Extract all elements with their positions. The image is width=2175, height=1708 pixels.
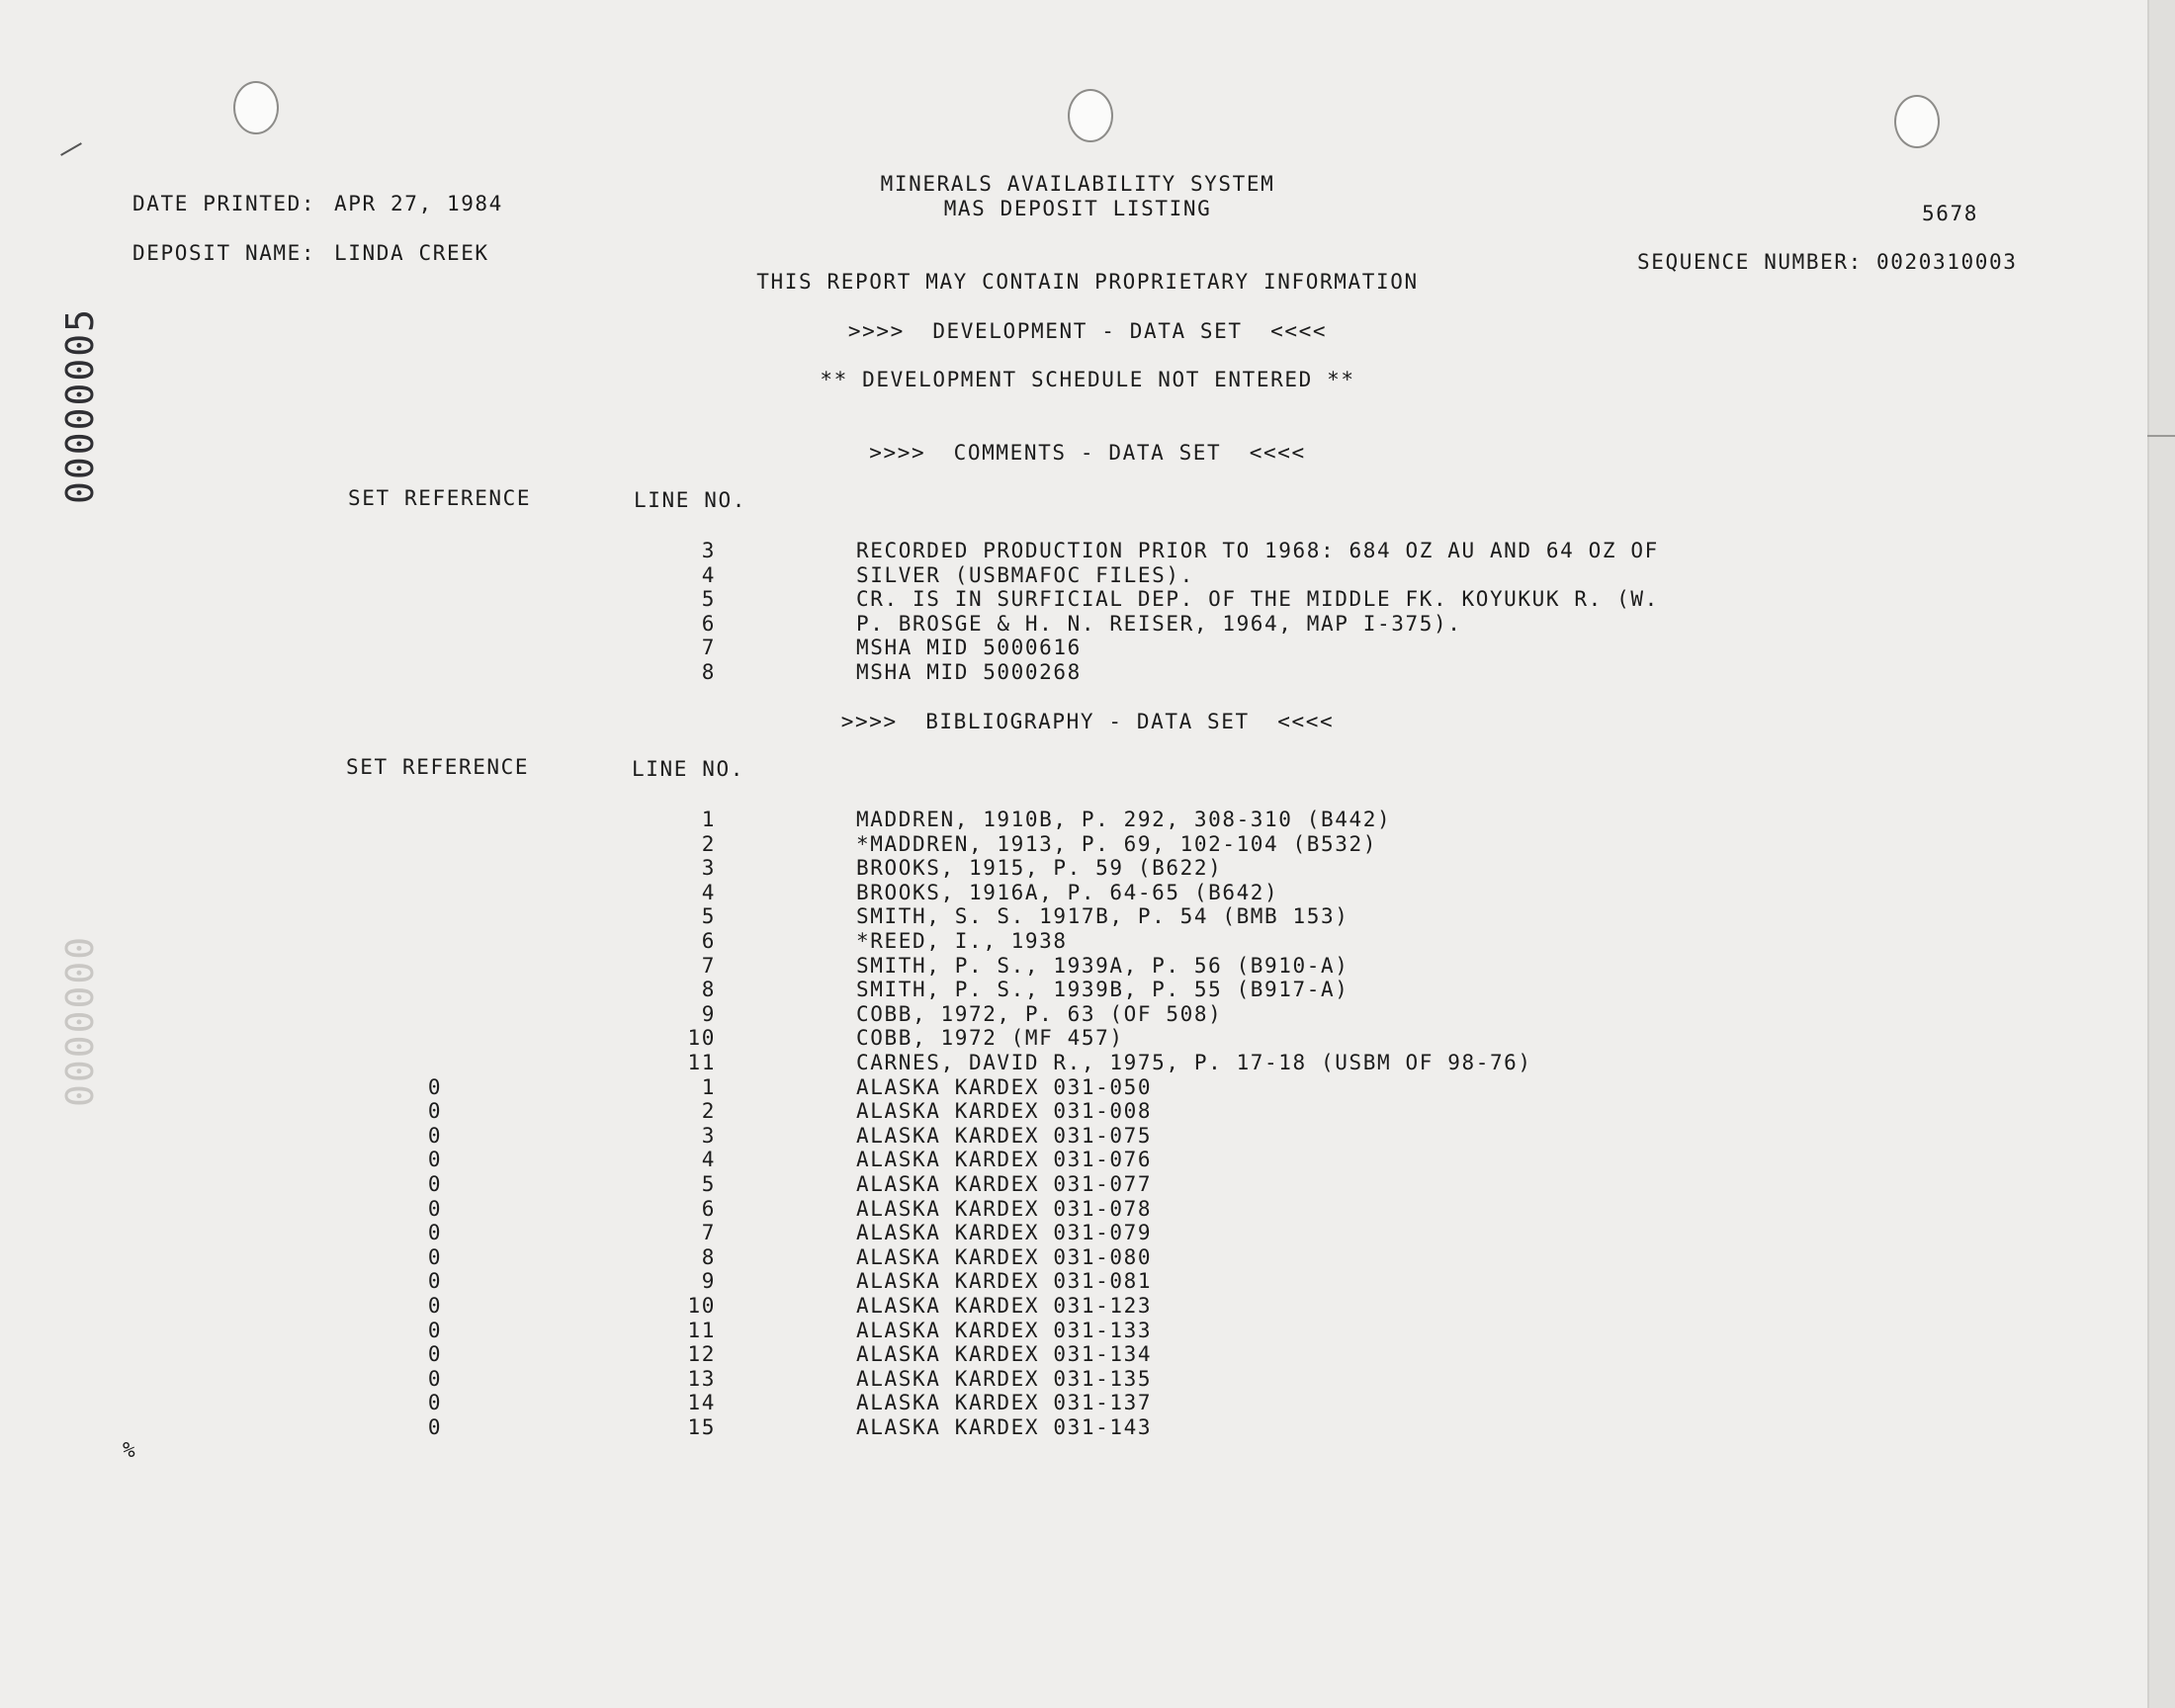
line-number-cell: 4: [701, 880, 716, 904]
entry-text-cell: SILVER (USBMAFOC FILES).: [856, 562, 1194, 587]
line-number-cell: 8: [701, 1244, 716, 1269]
table-row: [0, 636, 2076, 659]
entry-text-cell: ALASKA KARDEX 031-123: [856, 1294, 1153, 1318]
entry-text-cell: ALASKA KARDEX 031-135: [856, 1366, 1153, 1391]
line-number-cell: 1: [701, 1074, 716, 1099]
line-number-cell: 6: [701, 1196, 716, 1221]
table-row: [0, 1148, 2076, 1171]
entry-text-cell: *REED, I., 1938: [856, 929, 1068, 953]
set-reference-cell: 0: [427, 1244, 443, 1269]
set-reference-cell: 0: [427, 1342, 443, 1367]
line-number-cell: 7: [701, 953, 716, 978]
line-number-cell: 9: [701, 1001, 716, 1026]
set-reference-cell: 0: [427, 1172, 443, 1196]
set-reference-cell: 0: [427, 1415, 443, 1439]
entry-text-cell: ALASKA KARDEX 031-078: [856, 1196, 1153, 1221]
entry-text-cell: ALASKA KARDEX 031-050: [856, 1074, 1153, 1099]
table-row: [0, 563, 2076, 587]
comments-col-set-reference: SET REFERENCE: [348, 486, 532, 510]
table-row: [0, 1269, 2076, 1293]
entry-text-cell: ALASKA KARDEX 031-075: [856, 1123, 1153, 1148]
sequence-number-value: 0020310003: [1876, 250, 2018, 274]
set-reference-cell: 0: [427, 1366, 443, 1391]
table-row: [0, 1415, 2076, 1439]
entry-text-cell: BROOKS, 1915, P. 59 (B622): [856, 856, 1223, 881]
set-reference-cell: 0: [427, 1074, 443, 1099]
table-row: [0, 1342, 2076, 1366]
table-row: [0, 1319, 2076, 1342]
entry-text-cell: ALASKA KARDEX 031-080: [856, 1244, 1153, 1269]
table-row: [0, 1367, 2076, 1391]
table-row: [0, 929, 2076, 953]
line-number-cell: 13: [687, 1366, 716, 1391]
page-edge-line: [2147, 435, 2175, 437]
pencil-mark: [60, 142, 82, 156]
line-number-cell: 1: [701, 808, 716, 831]
set-reference-cell: 0: [427, 1099, 443, 1124]
entry-text-cell: BROOKS, 1916A, P. 64-65 (B642): [856, 880, 1279, 904]
set-reference-cell: 0: [427, 1391, 443, 1415]
table-row: [0, 1124, 2076, 1148]
line-number-cell: 8: [701, 660, 716, 684]
line-number-cell: 2: [701, 1099, 716, 1124]
punch-hole-right: [1894, 95, 1940, 148]
entry-text-cell: ALASKA KARDEX 031-076: [856, 1148, 1153, 1172]
set-reference-cell: 0: [427, 1294, 443, 1318]
table-row: [0, 1172, 2076, 1196]
table-row: [0, 612, 2076, 636]
table-row: [0, 1221, 2076, 1244]
table-row: [0, 1391, 2076, 1414]
date-printed-value: APR 27, 1984: [334, 192, 503, 215]
table-row: [0, 1002, 2076, 1026]
table-row: [0, 660, 2076, 684]
system-title: MINERALS AVAILABILITY SYSTEM: [880, 172, 1275, 196]
page-edge: [2147, 0, 2175, 1708]
table-row: [0, 587, 2076, 611]
line-number-cell: 11: [687, 1318, 716, 1342]
entry-text-cell: SMITH, P. S., 1939B, P. 55 (B917-A): [856, 978, 1349, 1002]
table-row: [0, 1075, 2076, 1099]
line-number-cell: 8: [701, 978, 716, 1002]
entry-text-cell: MSHA MID 5000616: [856, 636, 1082, 660]
table-row: [0, 904, 2076, 928]
deposit-name-value: LINDA CREEK: [334, 241, 489, 265]
table-row: [0, 1245, 2076, 1269]
line-number-cell: 4: [701, 562, 716, 587]
page-code: 5678: [1922, 202, 1978, 225]
entry-text-cell: ALASKA KARDEX 031-008: [856, 1099, 1153, 1124]
comments-heading: >>>> COMMENTS - DATA SET <<<<: [869, 441, 1306, 465]
margin-stamp-number: 00000005: [58, 306, 102, 504]
table-row: [0, 881, 2076, 904]
margin-stamp-faded: 0000000: [58, 934, 102, 1107]
line-number-cell: 15: [687, 1415, 716, 1439]
development-note: ** DEVELOPMENT SCHEDULE NOT ENTERED **: [820, 368, 1355, 391]
entry-text-cell: ALASKA KARDEX 031-081: [856, 1269, 1153, 1294]
entry-text-cell: ALASKA KARDEX 031-137: [856, 1391, 1153, 1415]
table-row: [0, 1197, 2076, 1221]
entry-text-cell: SMITH, S. S. 1917B, P. 54 (BMB 153): [856, 904, 1349, 929]
proprietary-notice: THIS REPORT MAY CONTAIN PROPRIETARY INFORMATION: [756, 270, 1419, 294]
entry-text-cell: ALASKA KARDEX 031-079: [856, 1221, 1153, 1245]
bibliography-col-set-reference: SET REFERENCE: [346, 755, 530, 779]
table-row: [0, 1026, 2076, 1050]
date-printed-label: DATE PRINTED:: [132, 192, 316, 215]
table-row: [0, 832, 2076, 856]
entry-text-cell: COBB, 1972, P. 63 (OF 508): [856, 1001, 1223, 1026]
entry-text-cell: CARNES, DAVID R., 1975, P. 17-18 (USBM OF 98-76): [856, 1051, 1532, 1074]
entry-text-cell: P. BROSGE & H. N. REISER, 1964, MAP I-375).: [856, 611, 1462, 636]
entry-text-cell: MADDREN, 1910B, P. 292, 308-310 (B442): [856, 808, 1392, 831]
bibliography-col-line-no: LINE NO.: [632, 757, 744, 781]
bibliography-heading: >>>> BIBLIOGRAPHY - DATA SET <<<<: [840, 710, 1335, 733]
table-row: [0, 1099, 2076, 1123]
line-number-cell: 5: [701, 904, 716, 929]
line-number-cell: 14: [687, 1391, 716, 1415]
entry-text-cell: ALASKA KARDEX 031-143: [856, 1415, 1153, 1439]
set-reference-cell: 0: [427, 1148, 443, 1172]
table-row: [0, 978, 2076, 1001]
entry-text-cell: MSHA MID 5000268: [856, 660, 1082, 684]
line-number-cell: 10: [687, 1026, 716, 1051]
line-number-cell: 7: [701, 1221, 716, 1245]
entry-text-cell: SMITH, P. S., 1939A, P. 56 (B910-A): [856, 953, 1349, 978]
line-number-cell: 6: [701, 611, 716, 636]
set-reference-cell: 0: [427, 1221, 443, 1245]
footer-mark: %: [123, 1438, 137, 1462]
set-reference-cell: 0: [427, 1318, 443, 1342]
entry-text-cell: ALASKA KARDEX 031-134: [856, 1342, 1153, 1367]
entry-text-cell: COBB, 1972 (MF 457): [856, 1026, 1124, 1051]
line-number-cell: 3: [701, 856, 716, 881]
line-number-cell: 2: [701, 831, 716, 856]
punch-hole-center: [1068, 89, 1113, 142]
table-row: [0, 808, 2076, 831]
line-number-cell: 11: [687, 1051, 716, 1074]
line-number-cell: 9: [701, 1269, 716, 1294]
set-reference-cell: 0: [427, 1269, 443, 1294]
line-number-cell: 6: [701, 929, 716, 953]
punch-hole-left: [233, 81, 279, 134]
set-reference-cell: 0: [427, 1123, 443, 1148]
line-number-cell: 10: [687, 1294, 716, 1318]
entry-text-cell: ALASKA KARDEX 031-133: [856, 1318, 1153, 1342]
table-row: [0, 954, 2076, 978]
entry-text-cell: CR. IS IN SURFICIAL DEP. OF THE MIDDLE FK. KOYUKUK R. (W.: [856, 587, 1659, 612]
line-number-cell: 5: [701, 1172, 716, 1196]
development-heading: >>>> DEVELOPMENT - DATA SET <<<<: [847, 319, 1328, 343]
entry-text-cell: RECORDED PRODUCTION PRIOR TO 1968: 684 OZ AU AND 64 OZ OF: [856, 539, 1659, 562]
line-number-cell: 7: [701, 636, 716, 660]
table-row: [0, 539, 2076, 562]
comments-col-line-no: LINE NO.: [634, 488, 746, 512]
deposit-name-label: DEPOSIT NAME:: [132, 241, 316, 265]
table-row: [0, 856, 2076, 880]
entry-text-cell: *MADDREN, 1913, P. 69, 102-104 (B532): [856, 831, 1377, 856]
set-reference-cell: 0: [427, 1196, 443, 1221]
table-row: [0, 1051, 2076, 1074]
line-number-cell: 4: [701, 1148, 716, 1172]
line-number-cell: 3: [701, 539, 716, 562]
line-number-cell: 5: [701, 587, 716, 612]
line-number-cell: 12: [687, 1342, 716, 1367]
entry-text-cell: ALASKA KARDEX 031-077: [856, 1172, 1153, 1196]
table-row: [0, 1294, 2076, 1318]
line-number-cell: 3: [701, 1123, 716, 1148]
sequence-number-label: SEQUENCE NUMBER:: [1637, 250, 1863, 274]
listing-title: MAS DEPOSIT LISTING: [943, 197, 1212, 220]
